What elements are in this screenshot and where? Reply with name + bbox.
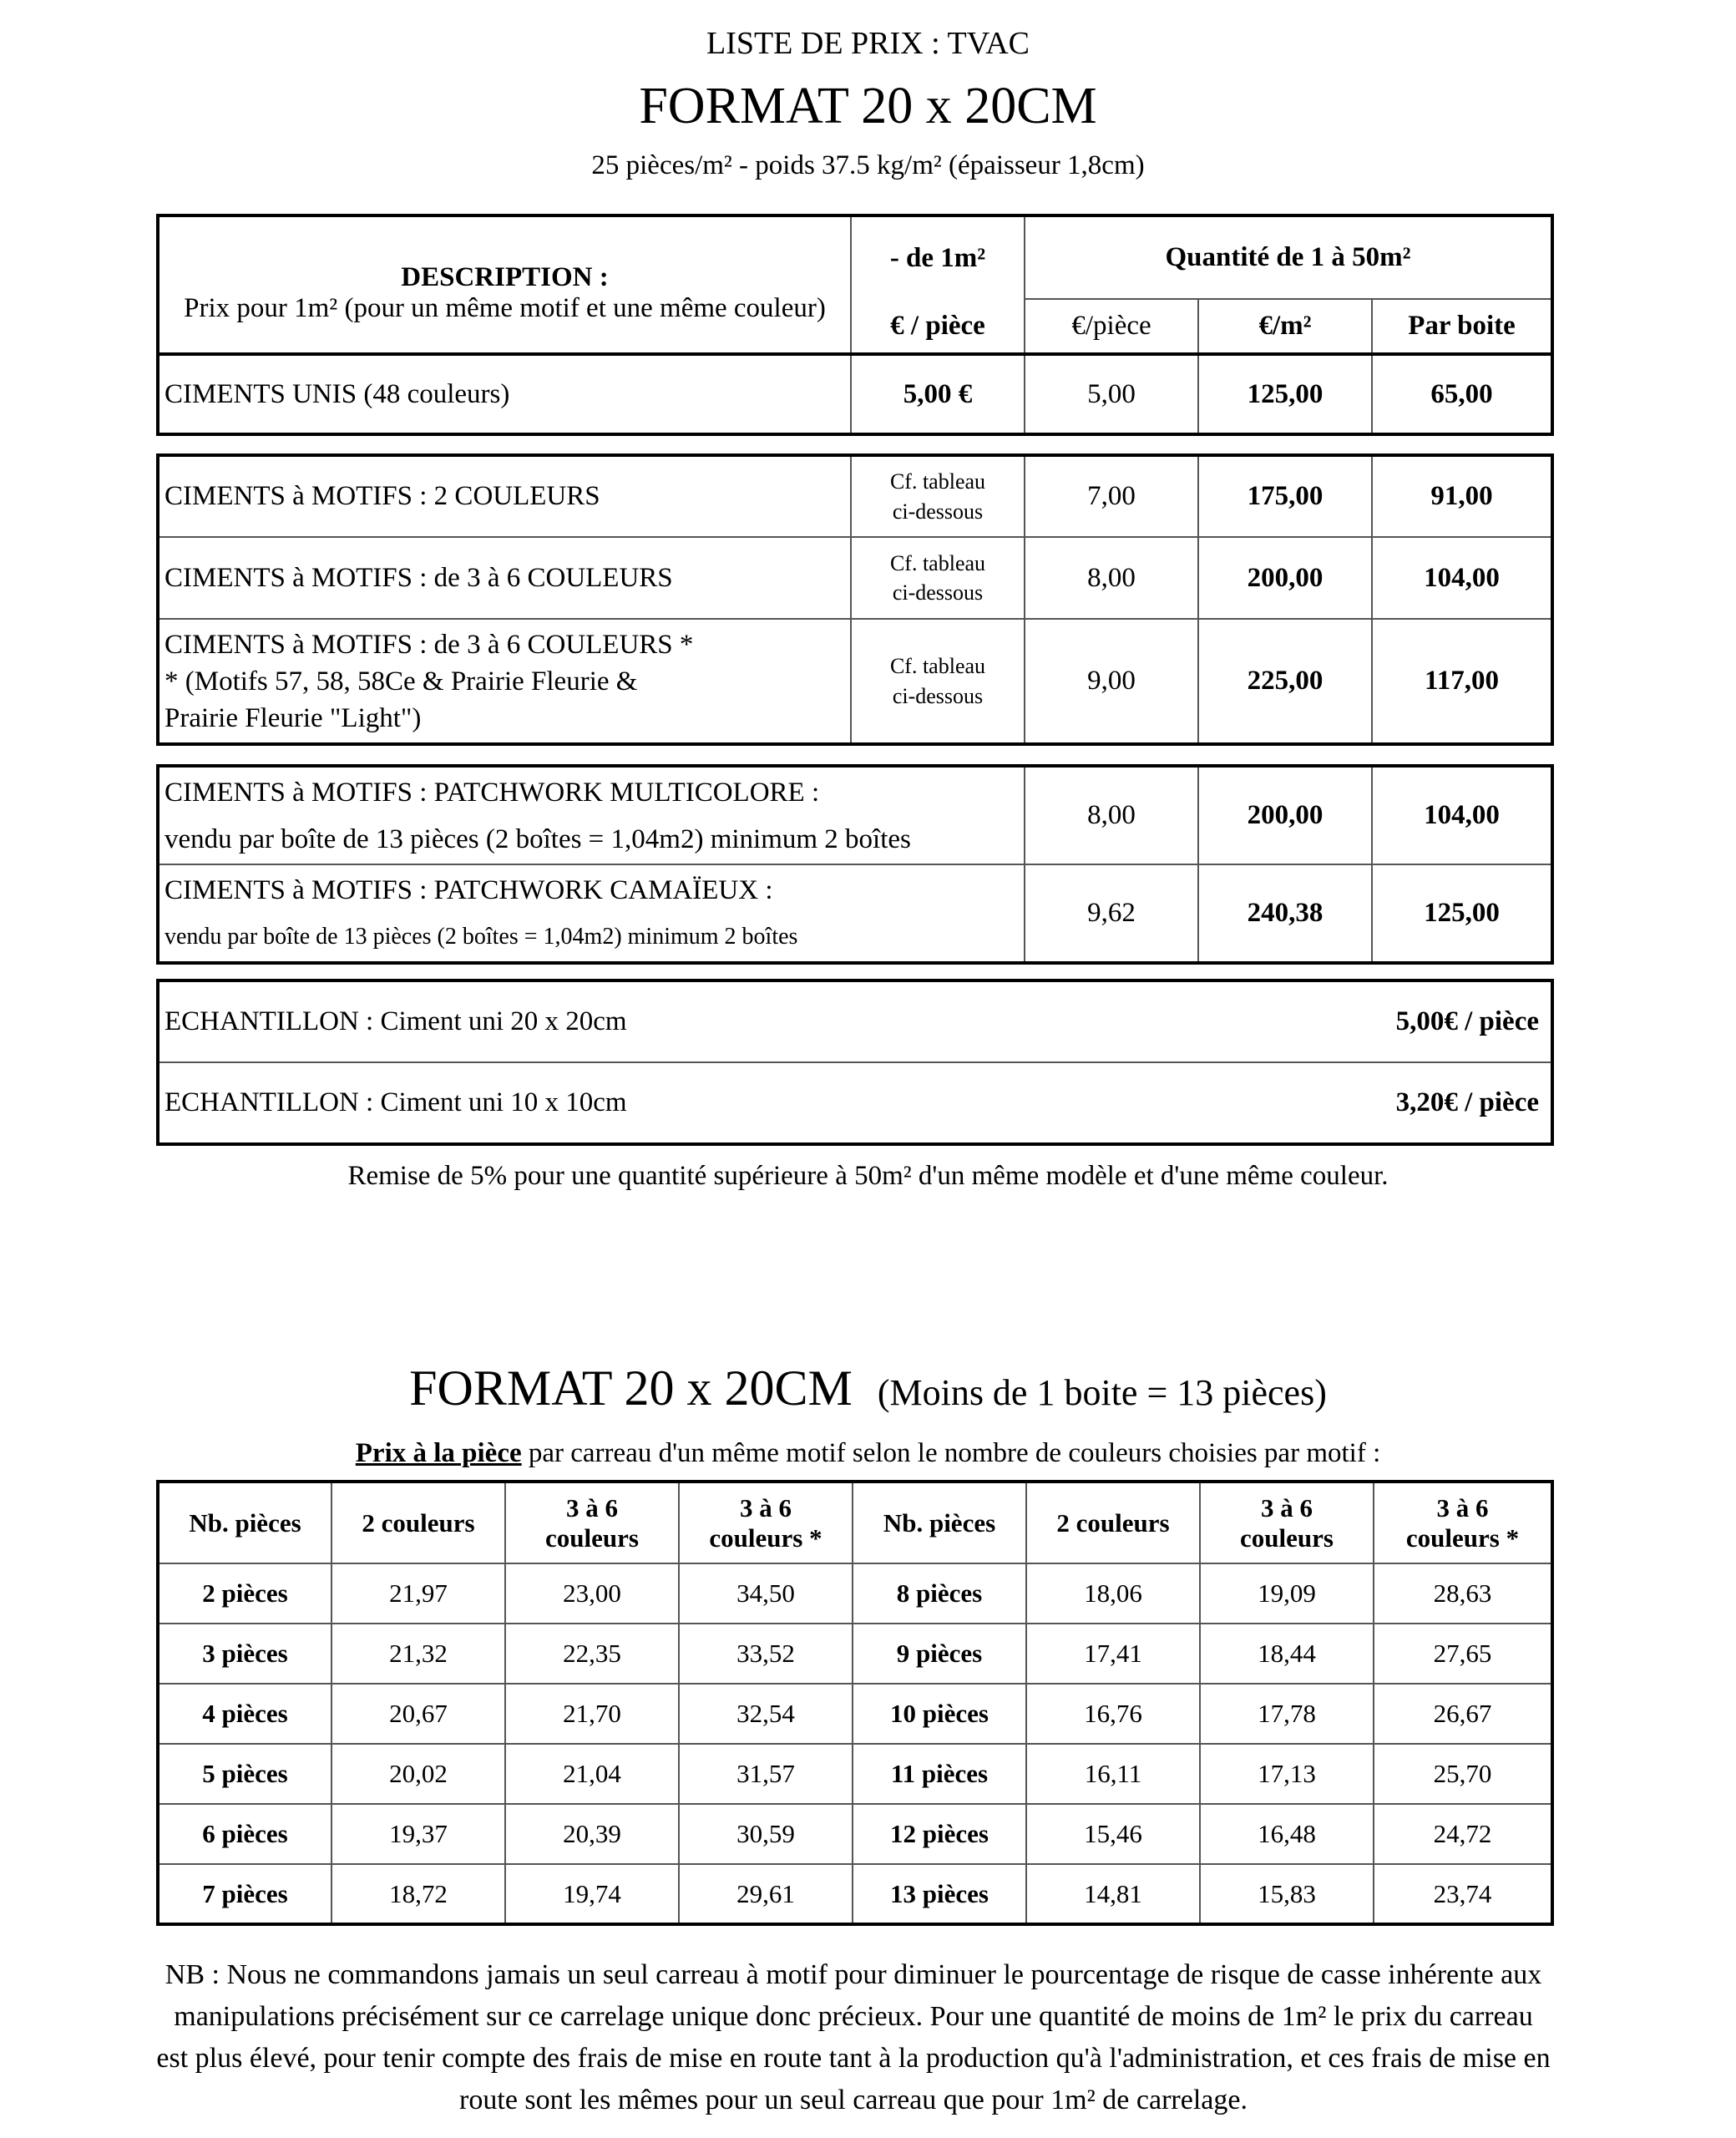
table-row — [158, 980, 1552, 1062]
table-cell: 21,70 — [505, 1684, 679, 1744]
table-cell: 16,48 — [1200, 1804, 1374, 1864]
table-cell: 17,41 — [1026, 1624, 1200, 1684]
table-cell: 33,52 — [679, 1624, 853, 1684]
table-row — [158, 537, 1552, 619]
section2-note-bold: Prix à la pièce — [355, 1438, 522, 1468]
table-cell: 18,72 — [332, 1864, 505, 1924]
section2-heading — [0, 1360, 1736, 1417]
table-cell: 2 pièces — [158, 1563, 332, 1624]
patchwork-m2: 200,00 — [1198, 766, 1372, 864]
table-cell: 32,54 — [679, 1684, 853, 1744]
col-piece-header: €/pièce — [1025, 299, 1198, 354]
table-cell: 8 pièces — [853, 1563, 1026, 1624]
sample-table — [156, 979, 1554, 1146]
motif-box: 104,00 — [1372, 537, 1552, 619]
row-unis-box: 65,00 — [1372, 354, 1552, 434]
table-cell: 15,83 — [1200, 1864, 1374, 1924]
motif-piece: 8,00 — [1025, 537, 1198, 619]
table-row — [158, 1062, 1552, 1144]
table-cell: 19,09 — [1200, 1563, 1374, 1624]
less-than-1m2-header: - de 1m² — [851, 215, 1025, 299]
header-3-6-couleurs-star: 3 à 6 couleurs * — [1374, 1482, 1552, 1563]
motif-piece: 7,00 — [1025, 455, 1198, 537]
motif-ref: Cf. tableau ci-dessous — [851, 455, 1025, 537]
table-cell: 10 pièces — [853, 1684, 1026, 1744]
table-cell: 18,44 — [1200, 1624, 1374, 1684]
table-row — [158, 1804, 1552, 1864]
header-3-6-couleurs: 3 à 6 couleurs — [1200, 1482, 1374, 1563]
patchwork-box: 125,00 — [1372, 864, 1552, 963]
table-cell: 19,74 — [505, 1864, 679, 1924]
table-cell: 5 pièces — [158, 1744, 332, 1804]
price-table-motifs — [156, 453, 1554, 746]
description-title: DESCRIPTION : — [401, 262, 609, 292]
motif-label: CIMENTS à MOTIFS : de 3 à 6 COULEURS — [158, 537, 851, 619]
table-row — [158, 1624, 1552, 1684]
motif-m2: 175,00 — [1198, 455, 1372, 537]
header-3-6-couleurs: 3 à 6 couleurs — [505, 1482, 679, 1563]
section2-title: FORMAT 20 x 20CM — [409, 1360, 853, 1416]
table-row — [158, 1864, 1552, 1924]
table-cell: 15,46 — [1026, 1804, 1200, 1864]
table-cell: 17,13 — [1200, 1744, 1374, 1804]
motif-box: 117,00 — [1372, 619, 1552, 744]
table-cell: 16,76 — [1026, 1684, 1200, 1744]
patchwork-label: CIMENTS à MOTIFS : PATCHWORK CAMAÏEUX : vendu par boîte de 13 pièces (2 boîtes = 1,04m2) minimum 2 boîtes — [158, 864, 1025, 963]
table-cell: 23,74 — [1374, 1864, 1552, 1924]
col-m2-header: €/m² — [1198, 299, 1372, 354]
description-subtitle: Prix pour 1m² (pour un même motif et une même couleur) — [184, 293, 826, 323]
table-cell: 17,78 — [1200, 1684, 1374, 1744]
table-cell: 7 pièces — [158, 1864, 332, 1924]
table-cell: 16,11 — [1026, 1744, 1200, 1804]
format-heading: FORMAT 20 x 20CM — [639, 78, 1097, 134]
motif-label: CIMENTS à MOTIFS : de 3 à 6 COULEURS * * (Motifs 57, 58, 58Ce & Prairie Fleurie & Prairie Fleurie "Light") — [158, 619, 851, 744]
less-unit-header: € / pièce — [851, 299, 1025, 354]
table-row — [158, 864, 1552, 963]
sample-label: ECHANTILLON : Ciment uni 20 x 20cm — [158, 980, 1198, 1062]
table-row — [158, 619, 1552, 744]
row-unis-piece: 5,00 — [1025, 354, 1198, 434]
row-unis-m2: 125,00 — [1198, 354, 1372, 434]
price-table-patchwork — [156, 764, 1554, 965]
table-cell: 14,81 — [1026, 1864, 1200, 1924]
header-2-couleurs: 2 couleurs — [332, 1482, 505, 1563]
table-cell: 11 pièces — [853, 1744, 1026, 1804]
table-cell: 25,70 — [1374, 1744, 1552, 1804]
section2-note — [0, 1438, 1736, 1469]
motif-piece: 9,00 — [1025, 619, 1198, 744]
section2-note-rest: par carreau d'un même motif selon le nombre de couleurs choisies par motif : — [521, 1438, 1381, 1468]
sample-price: 3,20€ / pièce — [1198, 1062, 1552, 1144]
table-cell: 20,67 — [332, 1684, 505, 1744]
header-2-couleurs: 2 couleurs — [1026, 1482, 1200, 1563]
price-table-main — [156, 214, 1554, 436]
patchwork-m2: 240,38 — [1198, 864, 1372, 963]
row-unis-less: 5,00 € — [851, 354, 1025, 434]
table-row — [158, 1684, 1552, 1744]
patchwork-box: 104,00 — [1372, 766, 1552, 864]
table-cell: 12 pièces — [853, 1804, 1026, 1864]
table-cell: 18,06 — [1026, 1563, 1200, 1624]
quantity-header: Quantité de 1 à 50m² — [1025, 215, 1552, 299]
table-cell: 20,39 — [505, 1804, 679, 1864]
header-nb-pieces: Nb. pièces — [158, 1482, 332, 1563]
patchwork-piece: 8,00 — [1025, 766, 1198, 864]
format-specs: 25 pièces/m² - poids 37.5 kg/m² (épaisseur 1,8cm) — [591, 150, 1145, 180]
table-cell: 22,35 — [505, 1624, 679, 1684]
table-cell: 31,57 — [679, 1744, 853, 1804]
sample-label: ECHANTILLON : Ciment uni 10 x 10cm — [158, 1062, 1198, 1144]
motif-m2: 200,00 — [1198, 537, 1372, 619]
table-header-row — [158, 1482, 1552, 1563]
sample-price: 5,00€ / pièce — [1198, 980, 1552, 1062]
table-cell: 27,65 — [1374, 1624, 1552, 1684]
motif-ref: Cf. tableau ci-dessous — [851, 537, 1025, 619]
table-cell: 21,32 — [332, 1624, 505, 1684]
motif-ref: Cf. tableau ci-dessous — [851, 619, 1025, 744]
table-cell: 21,97 — [332, 1563, 505, 1624]
section2-subtitle: (Moins de 1 boite = 13 pièces) — [877, 1372, 1327, 1413]
header-nb-pieces: Nb. pièces — [853, 1482, 1026, 1563]
table-cell: 19,37 — [332, 1804, 505, 1864]
table-cell: 34,50 — [679, 1563, 853, 1624]
table-cell: 29,61 — [679, 1864, 853, 1924]
row-unis-label: CIMENTS UNIS (48 couleurs) — [158, 354, 851, 434]
header-3-6-couleurs-star: 3 à 6 couleurs * — [679, 1482, 853, 1563]
per-piece-table — [156, 1480, 1554, 1926]
table-cell: 30,59 — [679, 1804, 853, 1864]
table-cell: 3 pièces — [158, 1624, 332, 1684]
footer-note: NB : Nous ne commandons jamais un seul carreau à motif pour diminuer le pourcentage de risque de casse inhérente aux manipulations précisément sur ce carrelage unique donc précieux. Pour une quantité de moins de 1m² le prix du carreau est plus élevé, pour tenir compte des frais de mise en route tant à la production qu'à l'administration, et ces frais de mise en route sont les mêmes pour un seul carreau que pour 1m² de carrelage. — [156, 1959, 1551, 2115]
patchwork-piece: 9,62 — [1025, 864, 1198, 963]
table-cell: 20,02 — [332, 1744, 505, 1804]
table-cell: 24,72 — [1374, 1804, 1552, 1864]
table-cell: 21,04 — [505, 1744, 679, 1804]
page-title: LISTE DE PRIX : TVAC — [706, 26, 1030, 61]
table-cell: 13 pièces — [853, 1864, 1026, 1924]
table-cell: 26,67 — [1374, 1684, 1552, 1744]
description-header — [158, 215, 851, 354]
motif-label: CIMENTS à MOTIFS : 2 COULEURS — [158, 455, 851, 537]
discount-note: Remise de 5% pour une quantité supérieure à 50m² d'un même modèle et d'une même couleur. — [347, 1161, 1389, 1191]
table-cell: 6 pièces — [158, 1804, 332, 1864]
table-cell: 9 pièces — [853, 1624, 1026, 1684]
col-box-header: Par boite — [1372, 299, 1552, 354]
table-row — [158, 766, 1552, 864]
table-cell: 4 pièces — [158, 1684, 332, 1744]
table-row — [158, 1744, 1552, 1804]
motif-m2: 225,00 — [1198, 619, 1372, 744]
table-row — [158, 455, 1552, 537]
table-cell: 28,63 — [1374, 1563, 1552, 1624]
table-cell: 23,00 — [505, 1563, 679, 1624]
patchwork-label: CIMENTS à MOTIFS : PATCHWORK MULTICOLORE : vendu par boîte de 13 pièces (2 boîtes = 1,04m2) minimum 2 boîtes — [158, 766, 1025, 864]
motif-box: 91,00 — [1372, 455, 1552, 537]
table-row — [158, 1563, 1552, 1624]
